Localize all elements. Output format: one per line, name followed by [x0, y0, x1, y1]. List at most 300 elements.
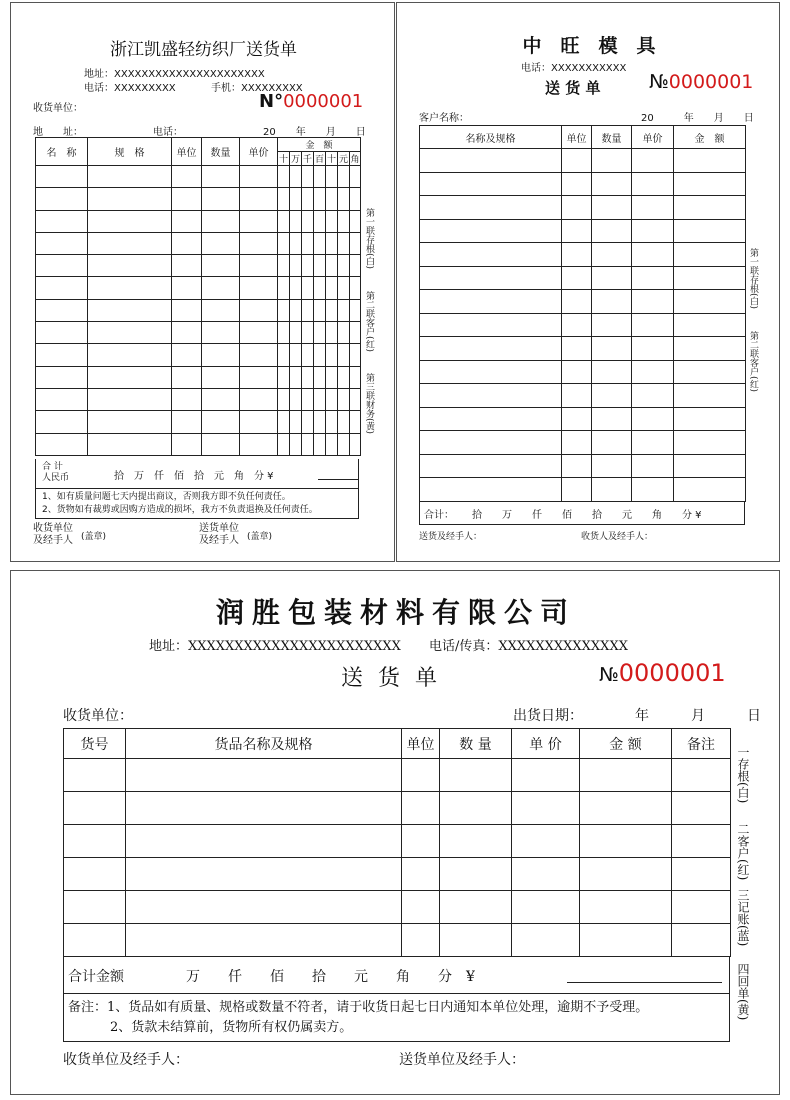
table-cell[interactable] — [562, 407, 592, 431]
table-cell[interactable] — [172, 277, 202, 299]
table-cell[interactable] — [402, 792, 440, 825]
table-cell[interactable] — [632, 290, 674, 314]
table-cell[interactable] — [632, 384, 674, 408]
table-cell[interactable] — [420, 313, 562, 337]
table-cell[interactable] — [592, 290, 632, 314]
table-cell[interactable] — [562, 454, 592, 478]
form3-copy-label: 一存根(白) — [736, 746, 750, 804]
table-cell[interactable] — [326, 411, 338, 433]
table-cell[interactable] — [202, 322, 240, 344]
table-cell[interactable] — [632, 407, 674, 431]
table-cell[interactable] — [88, 433, 172, 455]
table-cell[interactable] — [88, 255, 172, 277]
table-cell[interactable] — [420, 431, 562, 455]
table-cell[interactable] — [202, 344, 240, 366]
table-cell[interactable] — [64, 792, 126, 825]
table-cell[interactable] — [302, 299, 314, 321]
table-cell[interactable] — [440, 858, 512, 891]
table-cell[interactable] — [314, 166, 326, 188]
table-cell[interactable] — [338, 322, 350, 344]
table-cell[interactable] — [126, 825, 402, 858]
table-cell[interactable] — [314, 433, 326, 455]
table-cell[interactable] — [632, 266, 674, 290]
table-cell[interactable] — [302, 188, 314, 210]
table-cell[interactable] — [350, 299, 361, 321]
table-cell[interactable] — [512, 891, 580, 924]
table-cell[interactable] — [420, 337, 562, 361]
table-cell[interactable] — [562, 384, 592, 408]
table-cell[interactable] — [440, 891, 512, 924]
table-cell[interactable] — [314, 232, 326, 254]
table-cell[interactable] — [632, 219, 674, 243]
table-cell[interactable] — [88, 322, 172, 344]
table-cell[interactable] — [338, 433, 350, 455]
table-cell[interactable] — [314, 388, 326, 410]
table-cell[interactable] — [302, 344, 314, 366]
table-cell[interactable] — [672, 891, 731, 924]
table-cell[interactable] — [440, 759, 512, 792]
table-cell[interactable] — [172, 433, 202, 455]
table-cell[interactable] — [36, 299, 88, 321]
table-cell[interactable] — [674, 360, 746, 384]
form1-total-line — [318, 479, 358, 480]
table-cell[interactable] — [36, 255, 88, 277]
table-cell[interactable] — [562, 266, 592, 290]
table-cell[interactable] — [290, 344, 302, 366]
table-cell[interactable] — [36, 344, 88, 366]
table-cell[interactable] — [172, 388, 202, 410]
table-cell[interactable] — [562, 196, 592, 220]
table-cell[interactable] — [592, 196, 632, 220]
table-cell[interactable] — [202, 299, 240, 321]
table-cell[interactable] — [338, 299, 350, 321]
table-cell[interactable] — [580, 759, 672, 792]
table-cell[interactable] — [402, 858, 440, 891]
table-cell[interactable] — [302, 210, 314, 232]
form2-table-row — [420, 266, 746, 290]
table-cell[interactable] — [326, 255, 338, 277]
table-cell[interactable] — [674, 478, 746, 502]
form3-copy-label: 三记账(蓝) — [736, 889, 750, 947]
form3-notes — [63, 994, 730, 1042]
table-cell[interactable] — [338, 344, 350, 366]
table-cell[interactable] — [672, 759, 731, 792]
table-cell[interactable] — [326, 188, 338, 210]
table-cell[interactable] — [338, 210, 350, 232]
table-cell[interactable] — [562, 337, 592, 361]
table-cell[interactable] — [88, 210, 172, 232]
table-cell[interactable] — [580, 825, 672, 858]
table-cell[interactable] — [290, 411, 302, 433]
table-cell[interactable] — [592, 337, 632, 361]
table-cell[interactable] — [64, 759, 126, 792]
form1-col-spec: 规 格 — [88, 138, 172, 166]
table-cell[interactable] — [172, 322, 202, 344]
form3-table-row — [64, 858, 731, 891]
table-cell[interactable] — [674, 172, 746, 196]
table-cell[interactable] — [632, 478, 674, 502]
table-cell[interactable] — [632, 243, 674, 267]
table-cell[interactable] — [562, 431, 592, 455]
table-cell[interactable] — [88, 366, 172, 388]
table-cell[interactable] — [278, 166, 290, 188]
form2-table-row — [420, 431, 746, 455]
table-cell[interactable] — [562, 219, 592, 243]
table-cell[interactable] — [202, 411, 240, 433]
table-cell[interactable] — [402, 891, 440, 924]
table-cell[interactable] — [290, 188, 302, 210]
table-cell[interactable] — [592, 172, 632, 196]
table-cell[interactable] — [202, 366, 240, 388]
table-cell[interactable] — [350, 210, 361, 232]
table-cell[interactable] — [580, 891, 672, 924]
table-cell[interactable] — [64, 858, 126, 891]
table-cell[interactable] — [302, 433, 314, 455]
table-cell[interactable] — [36, 210, 88, 232]
table-cell[interactable] — [278, 322, 290, 344]
form1-serial-number — [259, 91, 363, 112]
table-cell[interactable] — [302, 366, 314, 388]
table-cell[interactable] — [240, 299, 278, 321]
table-cell[interactable] — [402, 924, 440, 957]
table-cell[interactable] — [314, 322, 326, 344]
table-cell[interactable] — [278, 210, 290, 232]
table-cell[interactable] — [64, 924, 126, 957]
table-cell[interactable] — [326, 344, 338, 366]
table-cell[interactable] — [278, 232, 290, 254]
table-cell[interactable] — [278, 433, 290, 455]
table-cell[interactable] — [674, 243, 746, 267]
table-cell[interactable] — [420, 478, 562, 502]
table-cell[interactable] — [512, 759, 580, 792]
table-cell[interactable] — [202, 388, 240, 410]
table-cell[interactable] — [592, 360, 632, 384]
form2-phone: 电话：XXXXXXXXXXX — [521, 63, 627, 74]
table-cell[interactable] — [350, 166, 361, 188]
table-cell[interactable] — [326, 232, 338, 254]
table-cell[interactable] — [290, 166, 302, 188]
table-cell[interactable] — [278, 188, 290, 210]
table-cell[interactable] — [36, 277, 88, 299]
table-cell[interactable] — [338, 411, 350, 433]
table-cell[interactable] — [240, 166, 278, 188]
table-cell[interactable] — [240, 210, 278, 232]
form1-digit: 万 — [290, 152, 302, 166]
table-cell[interactable] — [36, 188, 88, 210]
table-cell[interactable] — [278, 388, 290, 410]
table-cell[interactable] — [326, 299, 338, 321]
table-cell[interactable] — [402, 825, 440, 858]
form3-title: 润胜包装材料有限公司 — [215, 596, 576, 629]
table-cell[interactable] — [302, 166, 314, 188]
table-cell[interactable] — [592, 313, 632, 337]
table-cell[interactable] — [88, 411, 172, 433]
table-cell[interactable] — [240, 411, 278, 433]
table-cell[interactable] — [592, 407, 632, 431]
table-cell[interactable] — [36, 166, 88, 188]
table-cell[interactable] — [278, 255, 290, 277]
table-cell[interactable] — [36, 322, 88, 344]
form1-items-table — [35, 137, 361, 456]
table-cell[interactable] — [302, 232, 314, 254]
table-cell[interactable] — [326, 277, 338, 299]
table-cell[interactable] — [580, 792, 672, 825]
table-cell[interactable] — [290, 299, 302, 321]
table-cell[interactable] — [674, 384, 746, 408]
table-cell[interactable] — [202, 232, 240, 254]
table-cell[interactable] — [420, 290, 562, 314]
form3-total-row — [63, 956, 730, 994]
table-cell[interactable] — [402, 759, 440, 792]
table-cell[interactable] — [36, 388, 88, 410]
table-cell[interactable] — [314, 255, 326, 277]
table-cell[interactable] — [338, 255, 350, 277]
table-cell[interactable] — [440, 924, 512, 957]
table-cell[interactable] — [674, 431, 746, 455]
table-cell[interactable] — [126, 924, 402, 957]
table-cell[interactable] — [290, 366, 302, 388]
table-cell[interactable] — [440, 825, 512, 858]
table-cell[interactable] — [36, 366, 88, 388]
table-cell[interactable] — [88, 277, 172, 299]
table-cell[interactable] — [350, 366, 361, 388]
table-cell[interactable] — [290, 388, 302, 410]
form2-col-amount: 金 额 — [674, 126, 746, 149]
table-cell[interactable] — [202, 188, 240, 210]
table-cell[interactable] — [338, 188, 350, 210]
table-cell[interactable] — [172, 411, 202, 433]
table-cell[interactable] — [326, 210, 338, 232]
form3-note: 2、货款未结算前，货物所有权仍属卖方。 — [110, 1020, 353, 1035]
form2-total-label: 合计： — [424, 510, 454, 521]
table-cell[interactable] — [512, 924, 580, 957]
form1-col-price: 单价 — [240, 138, 278, 166]
table-cell[interactable] — [592, 266, 632, 290]
table-cell[interactable] — [420, 196, 562, 220]
table-cell[interactable] — [302, 255, 314, 277]
table-cell[interactable] — [36, 411, 88, 433]
table-cell[interactable] — [278, 277, 290, 299]
table-cell[interactable] — [64, 891, 126, 924]
table-cell[interactable] — [420, 266, 562, 290]
table-cell[interactable] — [172, 188, 202, 210]
table-cell[interactable] — [562, 313, 592, 337]
table-cell[interactable] — [350, 433, 361, 455]
table-cell[interactable] — [420, 360, 562, 384]
table-cell[interactable] — [240, 255, 278, 277]
table-cell[interactable] — [314, 299, 326, 321]
table-cell[interactable] — [632, 337, 674, 361]
table-cell[interactable] — [632, 431, 674, 455]
table-cell[interactable] — [202, 255, 240, 277]
table-cell[interactable] — [632, 172, 674, 196]
table-cell[interactable] — [512, 858, 580, 891]
table-cell[interactable] — [674, 290, 746, 314]
table-cell[interactable] — [562, 360, 592, 384]
table-cell[interactable] — [172, 255, 202, 277]
table-cell[interactable] — [592, 243, 632, 267]
table-cell[interactable] — [674, 149, 746, 173]
form2-copy-label: 第一联存根(白) — [748, 248, 758, 310]
table-cell[interactable] — [674, 454, 746, 478]
table-cell[interactable] — [350, 232, 361, 254]
table-cell[interactable] — [202, 277, 240, 299]
table-cell[interactable] — [88, 232, 172, 254]
table-cell[interactable] — [302, 411, 314, 433]
table-cell[interactable] — [420, 149, 562, 173]
table-cell[interactable] — [326, 322, 338, 344]
table-cell[interactable] — [562, 243, 592, 267]
form2-items-table — [419, 125, 746, 502]
form2-table-row — [420, 196, 746, 220]
table-cell[interactable] — [672, 858, 731, 891]
form1-table-row — [36, 188, 361, 210]
table-cell[interactable] — [592, 454, 632, 478]
table-cell[interactable] — [126, 858, 402, 891]
table-cell[interactable] — [632, 149, 674, 173]
table-cell[interactable] — [290, 433, 302, 455]
form1-sign-receiver: 收货单位 及经手人 — [33, 523, 73, 546]
table-cell[interactable] — [592, 219, 632, 243]
table-cell[interactable] — [172, 166, 202, 188]
table-cell[interactable] — [326, 433, 338, 455]
table-cell[interactable] — [314, 344, 326, 366]
table-cell[interactable] — [420, 384, 562, 408]
table-cell[interactable] — [580, 858, 672, 891]
table-cell[interactable] — [290, 232, 302, 254]
table-cell[interactable] — [592, 384, 632, 408]
table-cell[interactable] — [350, 188, 361, 210]
table-cell[interactable] — [674, 219, 746, 243]
table-cell[interactable] — [172, 366, 202, 388]
form1-table-row — [36, 366, 361, 388]
table-cell[interactable] — [290, 277, 302, 299]
table-cell[interactable] — [240, 344, 278, 366]
table-cell[interactable] — [88, 166, 172, 188]
table-cell[interactable] — [350, 388, 361, 410]
table-cell[interactable] — [202, 210, 240, 232]
table-cell[interactable] — [350, 277, 361, 299]
table-cell[interactable] — [126, 759, 402, 792]
table-cell[interactable] — [420, 172, 562, 196]
form1-notes — [35, 489, 359, 519]
table-cell[interactable] — [302, 388, 314, 410]
table-cell[interactable] — [338, 277, 350, 299]
table-cell[interactable] — [240, 322, 278, 344]
table-cell[interactable] — [562, 149, 592, 173]
table-cell[interactable] — [350, 411, 361, 433]
table-cell[interactable] — [240, 277, 278, 299]
table-cell[interactable] — [278, 411, 290, 433]
table-cell[interactable] — [326, 366, 338, 388]
table-cell[interactable] — [580, 924, 672, 957]
table-cell[interactable] — [240, 232, 278, 254]
table-cell[interactable] — [172, 210, 202, 232]
table-cell[interactable] — [674, 407, 746, 431]
table-cell[interactable] — [278, 366, 290, 388]
table-cell[interactable] — [440, 792, 512, 825]
table-cell[interactable] — [338, 232, 350, 254]
table-cell[interactable] — [202, 433, 240, 455]
table-cell[interactable] — [88, 188, 172, 210]
table-cell[interactable] — [632, 454, 674, 478]
table-cell[interactable] — [278, 344, 290, 366]
table-cell[interactable] — [314, 210, 326, 232]
table-cell[interactable] — [314, 411, 326, 433]
table-cell[interactable] — [338, 366, 350, 388]
table-cell[interactable] — [240, 433, 278, 455]
table-cell[interactable] — [290, 322, 302, 344]
table-cell[interactable] — [674, 313, 746, 337]
table-cell[interactable] — [420, 454, 562, 478]
form2-table-row — [420, 478, 746, 502]
form2-total-row — [419, 501, 745, 525]
table-cell[interactable] — [338, 166, 350, 188]
table-cell[interactable] — [632, 313, 674, 337]
table-cell[interactable] — [88, 388, 172, 410]
table-cell[interactable] — [126, 792, 402, 825]
table-cell[interactable] — [302, 322, 314, 344]
table-cell[interactable] — [350, 322, 361, 344]
table-cell[interactable] — [350, 344, 361, 366]
table-cell[interactable] — [562, 172, 592, 196]
table-cell[interactable] — [314, 366, 326, 388]
table-cell[interactable] — [420, 219, 562, 243]
table-cell[interactable] — [672, 924, 731, 957]
table-cell[interactable] — [420, 243, 562, 267]
table-cell[interactable] — [562, 478, 592, 502]
table-cell[interactable] — [240, 388, 278, 410]
table-cell[interactable] — [172, 232, 202, 254]
table-cell[interactable] — [290, 255, 302, 277]
table-cell[interactable] — [632, 196, 674, 220]
table-cell[interactable] — [88, 344, 172, 366]
table-cell[interactable] — [302, 277, 314, 299]
table-cell[interactable] — [172, 344, 202, 366]
table-cell[interactable] — [674, 266, 746, 290]
table-cell[interactable] — [562, 290, 592, 314]
table-cell[interactable] — [290, 210, 302, 232]
table-cell[interactable] — [338, 388, 350, 410]
table-cell[interactable] — [592, 149, 632, 173]
table-cell[interactable] — [672, 792, 731, 825]
table-cell[interactable] — [512, 825, 580, 858]
table-cell[interactable] — [314, 277, 326, 299]
table-cell[interactable] — [592, 431, 632, 455]
table-cell[interactable] — [278, 299, 290, 321]
table-cell[interactable] — [512, 792, 580, 825]
table-cell[interactable] — [240, 366, 278, 388]
table-cell[interactable] — [240, 188, 278, 210]
table-cell[interactable] — [350, 255, 361, 277]
table-cell[interactable] — [632, 360, 674, 384]
table-cell[interactable] — [202, 166, 240, 188]
table-cell[interactable] — [420, 407, 562, 431]
table-cell[interactable] — [88, 299, 172, 321]
table-cell[interactable] — [36, 433, 88, 455]
table-cell[interactable] — [314, 188, 326, 210]
table-cell[interactable] — [64, 825, 126, 858]
table-cell[interactable] — [674, 196, 746, 220]
table-cell[interactable] — [36, 232, 88, 254]
table-cell[interactable] — [126, 891, 402, 924]
table-cell[interactable] — [172, 299, 202, 321]
table-cell[interactable] — [674, 337, 746, 361]
table-cell[interactable] — [326, 166, 338, 188]
table-cell[interactable] — [592, 478, 632, 502]
table-cell[interactable] — [326, 388, 338, 410]
table-cell[interactable] — [672, 825, 731, 858]
